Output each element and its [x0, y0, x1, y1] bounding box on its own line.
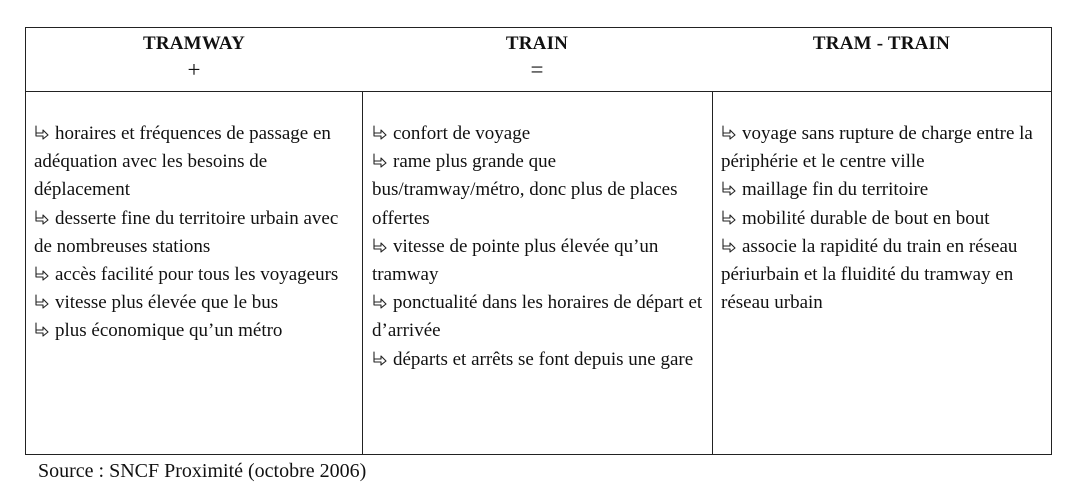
- list-item: [721, 205, 1047, 233]
- body-cell-tramway: [34, 120, 356, 346]
- arrow-down-right-icon: [721, 125, 736, 140]
- header-title: TRAMWAY: [142, 33, 246, 54]
- list-item: [721, 233, 1047, 318]
- body-cell-tram-train: [721, 120, 1047, 317]
- list-item-text: ponctualité dans les horaires de départ et d’arrivée: [372, 292, 703, 342]
- list-item: [34, 317, 356, 345]
- list-item-text: mobilité durable de bout en bout: [742, 207, 990, 229]
- list-item-text: vitesse de pointe plus élevée qu’un tramway: [372, 235, 659, 286]
- list-item: [372, 233, 708, 289]
- list-item: [34, 120, 356, 205]
- header-title: TRAIN: [505, 33, 569, 54]
- list-item: [721, 120, 1047, 176]
- header-title: TRAM - TRAIN: [812, 33, 951, 54]
- list-item: [34, 261, 356, 289]
- comparison-table: [25, 27, 1052, 455]
- arrow-down-right-icon: [721, 210, 736, 225]
- arrow-down-right-icon: [372, 125, 387, 140]
- arrow-down-right-icon: [34, 210, 49, 225]
- list-item-text: départs et arrêts se font depuis une gare: [393, 348, 694, 370]
- header-symbol-equals: =: [530, 57, 544, 82]
- list-item-text: voyage sans rupture de charge entre la périphérie et le centre ville: [721, 123, 1033, 173]
- list-item: [34, 205, 356, 261]
- list-item-text: horaires et fréquences de passage en adéquation avec les besoins de déplacement: [34, 123, 331, 201]
- list-item-text: confort de voyage: [393, 123, 531, 144]
- list-item: [372, 346, 708, 374]
- list-item: [372, 120, 708, 148]
- body-cell-train: [372, 120, 708, 374]
- list-item: [372, 289, 708, 345]
- source-caption: Source : SNCF Proximité (octobre 2006): [38, 460, 367, 482]
- header-cell-tramway: [26, 28, 362, 92]
- list-item-text: rame plus grande que bus/tramway/métro, donc plus de places offertes: [372, 151, 678, 229]
- column-divider: [712, 92, 713, 454]
- list-item: [372, 148, 708, 233]
- list-item-text: maillage fin du territoire: [742, 179, 929, 201]
- list-item-text: associe la rapidité du train en réseau périurbain et la fluidité du tramway en réseau urbain: [721, 235, 1018, 314]
- arrow-down-right-icon: [34, 322, 49, 337]
- list-item: [721, 176, 1047, 204]
- list-item-text: plus économique qu’un métro: [55, 320, 283, 342]
- header-symbol-plus: +: [187, 57, 201, 82]
- header-cell-tram-train: [712, 28, 1051, 92]
- arrow-down-right-icon: [372, 294, 387, 309]
- arrow-down-right-icon: [34, 294, 49, 309]
- list-item-text: desserte fine du territoire urbain avec de nombreuses stations: [34, 207, 339, 257]
- list-item-text: vitesse plus élevée que le bus: [55, 292, 279, 314]
- arrow-down-right-icon: [34, 125, 49, 140]
- list-item-text: accès facilité pour tous les voyageurs: [55, 264, 339, 286]
- arrow-down-right-icon: [721, 181, 736, 196]
- table-header-row: [26, 28, 1051, 92]
- header-cell-train: [362, 28, 712, 92]
- arrow-down-right-icon: [372, 238, 387, 253]
- arrow-down-right-icon: [372, 153, 387, 168]
- column-divider: [362, 92, 363, 454]
- list-item: [34, 289, 356, 317]
- arrow-down-right-icon: [721, 238, 736, 253]
- arrow-down-right-icon: [34, 266, 49, 281]
- arrow-down-right-icon: [372, 351, 387, 366]
